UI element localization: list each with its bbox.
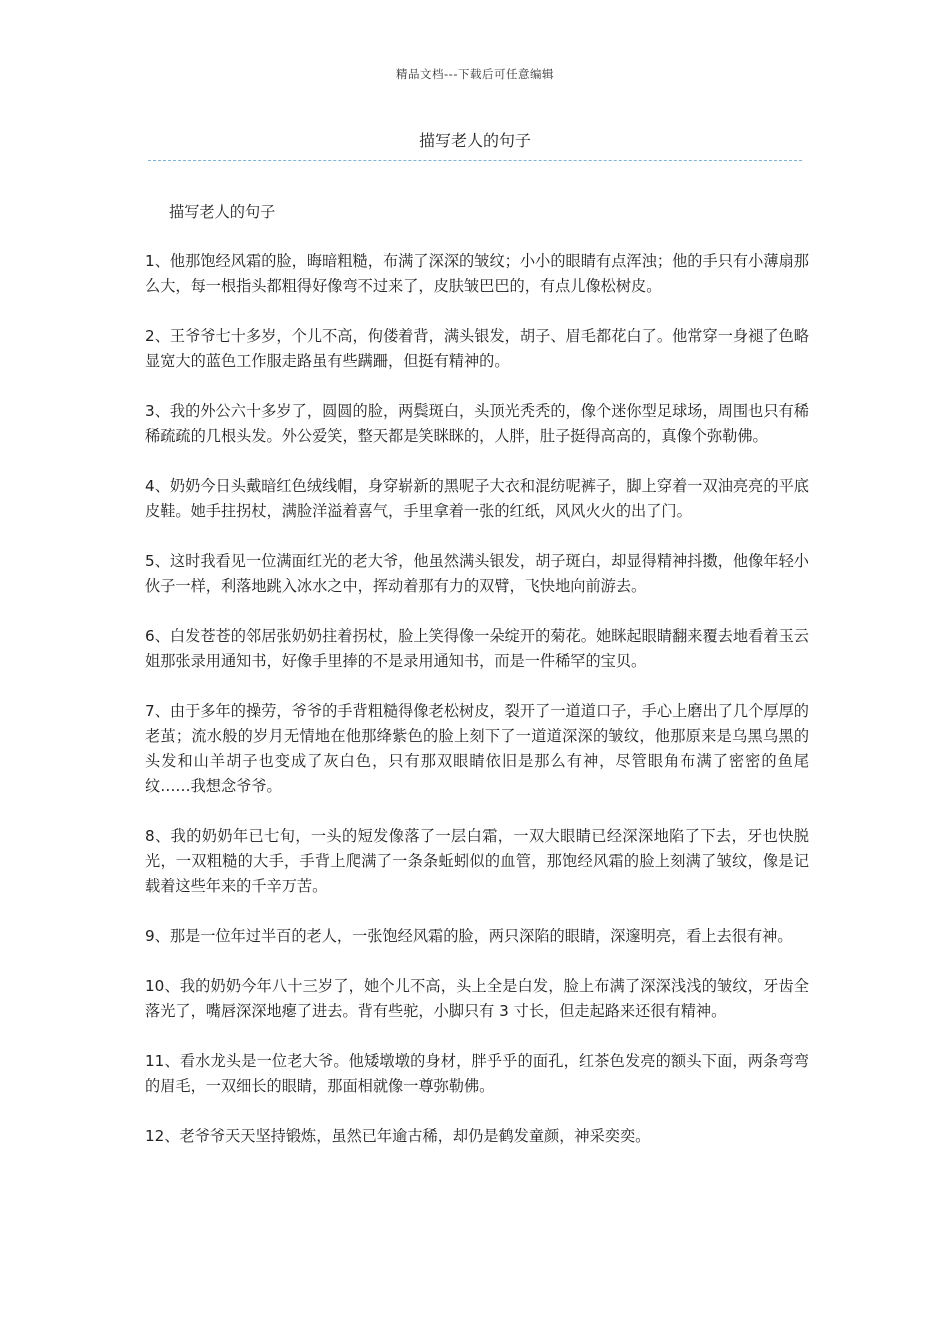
page-header-note: 精品文档---下载后可任意编辑 [396,67,554,81]
paragraph-3: 3、我的外公六十多岁了，圆圆的脸，两鬓斑白，头顶光秃秃的，像个迷你型足球场，周围也只有稀稀疏疏的几根头发。外公爱笑，整天都是笑眯眯的，人胖，肚子挺得高高的，真像个弥勒佛。 [145,402,809,445]
document-title: 描写老人的句子 [418,131,531,150]
paragraph-9: 9、那是一位年过半百的老人，一张饱经风霜的脸，两只深陷的眼睛，深邃明亮，看上去很有神。 [145,927,793,945]
paragraph-11: 11、看水龙头是一位老大爷。他矮墩墩的身材，胖乎乎的面孔，红茶色发亮的额头下面，两条弯弯的眉毛，一双细长的眼睛，那面相就像一尊弥勒佛。 [145,1052,809,1095]
paragraph-6: 6、白发苍苍的邻居张奶奶拄着拐杖，脸上笑得像一朵绽开的菊花。她眯起眼睛翻来覆去地看着玉云姐那张录用通知书，好像手里捧的不是录用通知书，而是一件稀罕的宝贝。 [145,627,809,670]
paragraph-8: 8、我的奶奶年已七旬，一头的短发像落了一层白霜，一双大眼睛已经深深地陷了下去，牙也快脱光，一双粗糙的大手，手背上爬满了一条条蚯蚓似的血管，那饱经风霜的脸上刻满了皱纹，像是记载着这些年来的千辛万苦。 [145,827,809,895]
paragraph-5: 5、这时我看见一位满面红光的老大爷，他虽然满头银发，胡子斑白，却显得精神抖擞，他像年轻小伙子一样，利落地跳入冰水之中，挥动着那有力的双臂，飞快地向前游去。 [145,552,809,595]
paragraph-1: 1、他那饱经风霜的脸，晦暗粗糙，布满了深深的皱纹；小小的眼睛有点浑浊；他的手只有小薄扇那么大，每一根指头都粗得好像弯不过来了，皮肤皱巴巴的，有点儿像松树皮。 [145,252,809,295]
paragraph-2: 2、王爷爷七十多岁，个儿不高，佝偻着背，满头银发，胡子、眉毛都花白了。他常穿一身褪了色略显宽大的蓝色工作服走路虽有些蹒跚，但挺有精神的。 [145,327,809,370]
paragraph-7: 7、由于多年的操劳，爷爷的手背粗糙得像老松树皮，裂开了一道道口子，手心上磨出了几个厚厚的老茧；流水般的岁月无情地在他那绛紫色的脸上刻下了一道道深深的皱纹，他那原来是乌黑乌黑的头发和山羊胡子也变成了灰白色，只有那双眼睛依旧是那么有神，尽管眼角布满了密密的鱼尾纹……我想念爷爷。 [145,702,809,795]
title-divider [148,160,802,161]
document-body [145,200,809,1174]
section-subtitle: 描写老人的句子 [169,203,276,221]
paragraph-10: 10、我的奶奶今年八十三岁了，她个儿不高，头上全是白发，脸上布满了深深浅浅的皱纹，牙齿全落光了，嘴唇深深地瘪了进去。背有些驼，小脚只有 3 寸长，但走起路来还很有精神。 [145,977,809,1020]
paragraph-4: 4、奶奶今日头戴暗红色绒线帽，身穿崭新的黑呢子大衣和混纺呢裤子，脚上穿着一双油亮亮的平底皮鞋。她手拄拐杖，满脸洋溢着喜气，手里拿着一张的红纸，风风火火的出了门。 [145,477,809,520]
paragraph-12: 12、老爷爷天天坚持锻炼，虽然已年逾古稀，却仍是鹤发童颜，神采奕奕。 [145,1127,651,1145]
